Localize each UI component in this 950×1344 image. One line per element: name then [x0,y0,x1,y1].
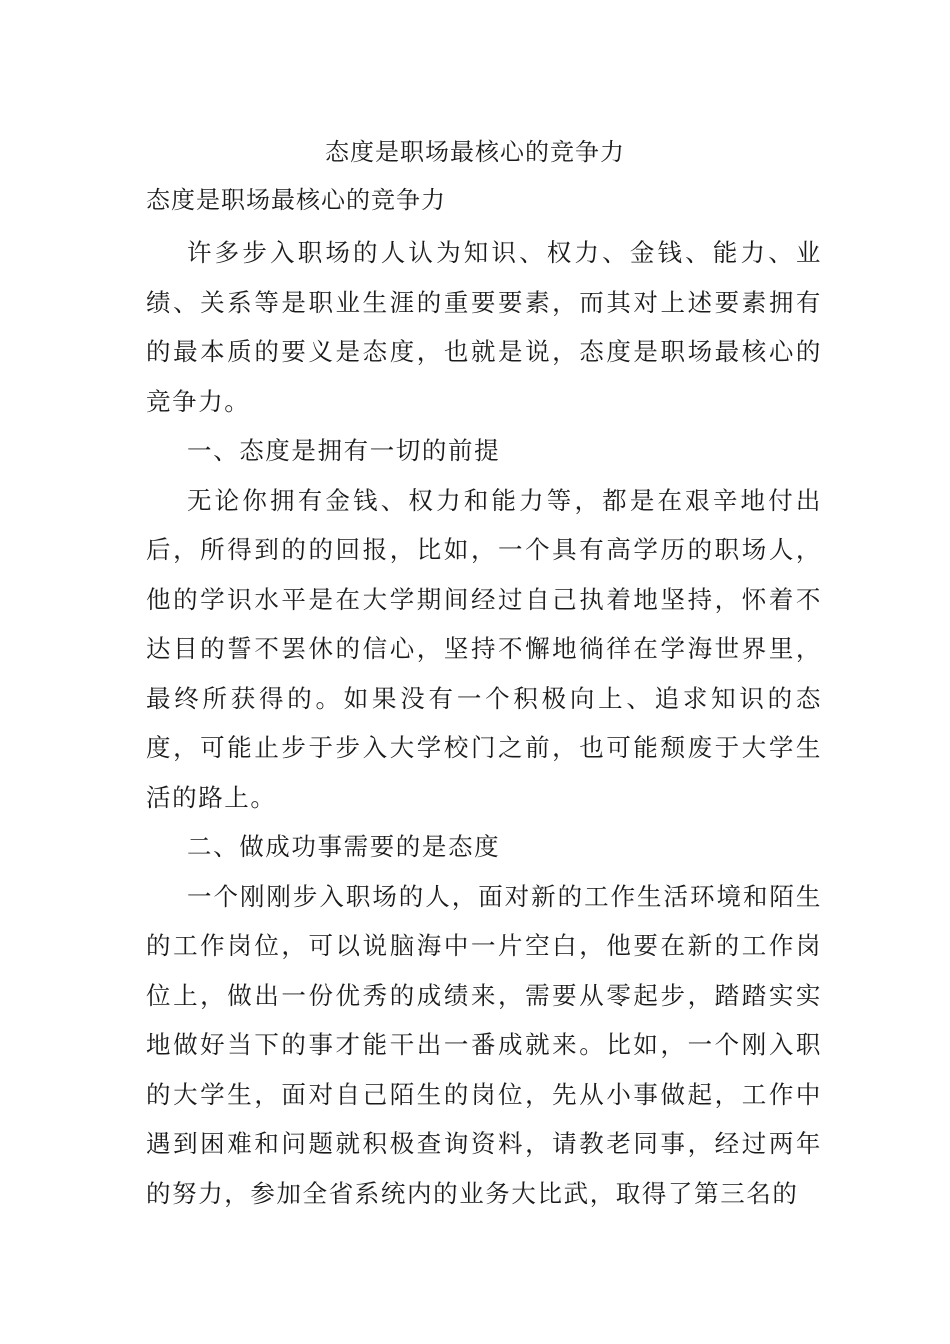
document-subtitle: 态度是职场最核心的竞争力 [146,186,446,214]
document-title: 态度是职场最核心的竞争力 [325,138,625,166]
section-1-paragraph: 无论你拥有金钱、权力和能力等，都是在艰辛地付出后，所得到的的回报，比如，一个具有高学历的职场人，他的学识水平是在大学期间经过自己执着地坚持，怀着不达目的誓不罢休的信心，坚持不懈地徜徉在学海世界里，最终所获得的。如果没有一个积极向上、追求知识的态度，可能止步于步入大学校门之前，也可能颓废于大学生活的路上。 [146,485,822,812]
section-2-heading: 二、做成功事需要的是态度 [187,832,501,861]
document-body [146,228,822,1218]
intro-paragraph: 许多步入职场的人认为知识、权力、金钱、能力、业绩、关系等是职业生涯的重要要素，而其对上述要素拥有的最本质的要义是态度，也就是说，态度是职场最核心的竞争力。 [146,238,822,416]
section-1-heading: 一、态度是拥有一切的前提 [187,436,501,465]
section-2-paragraph: 一个刚刚步入职场的人，面对新的工作生活环境和陌生的工作岗位，可以说脑海中一片空白，他要在新的工作岗位上，做出一份优秀的成绩来，需要从零起步，踏踏实实地做好当下的事才能干出一番成就来。比如，一个刚入职的大学生，面对自己陌生的岗位，先从小事做起，工作中遇到困难和问题就积极查询资料，请教老同事，经过两年的努力，参加全省系统内的业务大比武，取得了第三名的 [146,881,822,1208]
